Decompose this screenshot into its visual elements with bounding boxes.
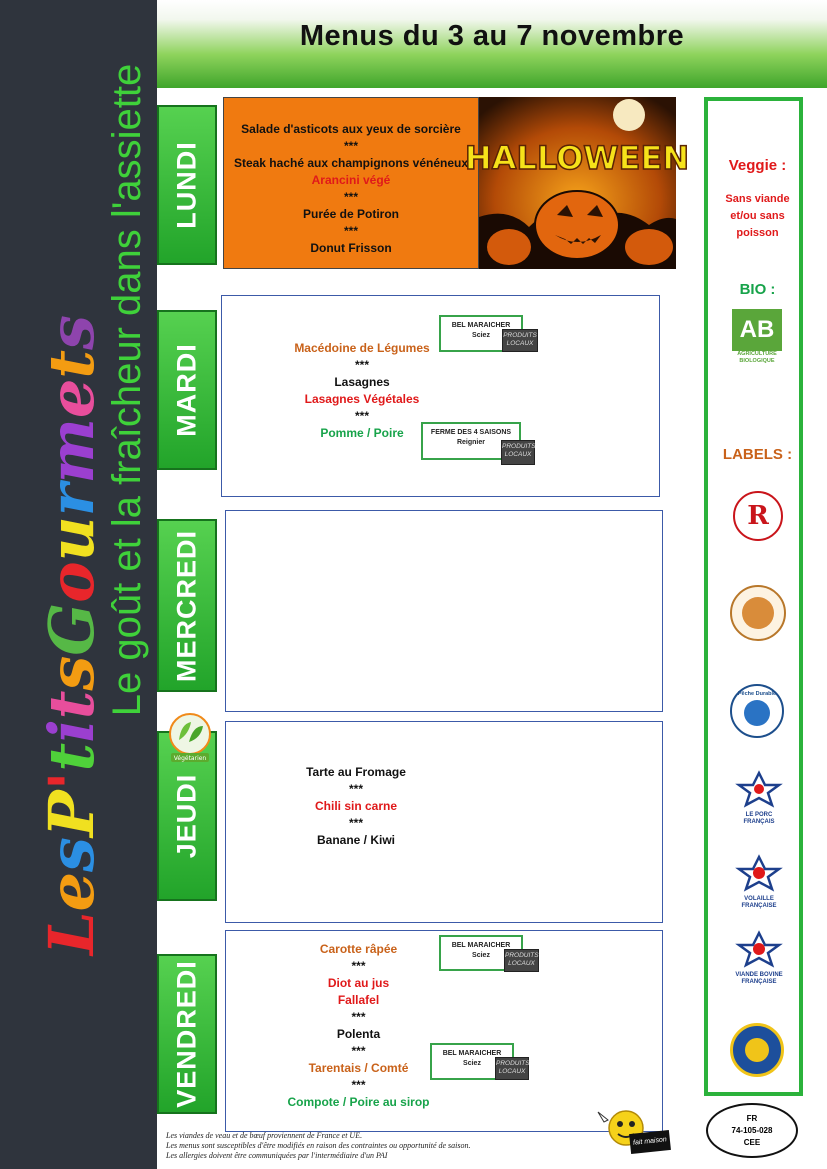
menu-separator: ***: [348, 816, 363, 830]
fait-maison-label: fait maison: [629, 1130, 671, 1154]
porc-francais-logo: LE PORC FRANÇAIS: [732, 771, 786, 825]
tagline: Le goût et la fraîcheur dans l'assiette: [105, 63, 149, 717]
menu-separator: ***: [351, 959, 366, 973]
menu-line: Lasagnes: [334, 375, 390, 389]
local-products-tag: PRODUITS LOCAUX: [501, 440, 535, 465]
menu-line: Carotte râpée: [319, 942, 398, 956]
peche-durable-logo: Pêche Durable: [730, 684, 784, 738]
svg-text:Végétarien: Végétarien: [173, 755, 207, 762]
vegetarian-logo: [167, 712, 213, 764]
menu-line: Steak haché aux champignons vénéneux: [233, 156, 469, 170]
producer-name: BEL MARAICHER: [451, 322, 511, 329]
menu-vendredi: [256, 941, 461, 1111]
menu-box-jeudi: [225, 721, 663, 923]
legend-labels-title: LABELS :: [722, 446, 793, 463]
menu-line: Compote / Poire au sirop: [287, 1095, 430, 1109]
menu-line-veggie: Lasagnes Végétales: [304, 392, 420, 406]
menu-line: Donut Frisson: [310, 241, 392, 255]
producer-name: BEL MARAICHER: [451, 942, 511, 949]
menu-box-mardi: [221, 295, 660, 497]
traditional-label-logo: [730, 585, 786, 641]
menu-line: Purée de Potiron: [302, 207, 400, 221]
menu-line-veggie: Fallafel: [337, 993, 380, 1007]
menu-separator: ***: [351, 1044, 366, 1058]
day-label-mercredi: MERCREDI: [157, 519, 217, 692]
footer-note: Les menus sont susceptibles d'être modifiés en raison des contraintes ou opportunité de saison.: [166, 1141, 471, 1150]
footer-note: Les allergies doivent être communiquées par l'intermédiaire d'un PAI: [166, 1151, 388, 1160]
halloween-title: HALLOWEEN: [464, 139, 690, 177]
viande-bovine-logo: VIANDE BOVINE FRANÇAISE: [732, 931, 786, 989]
legend-bio-title: BIO :: [739, 281, 776, 298]
producer-place: Sciez: [472, 332, 490, 339]
menu-line: Salade d'asticots aux yeux de sorcière: [241, 122, 461, 136]
legend-veggie-desc: Sans viande et/ou sans poisson: [725, 193, 790, 239]
igp-label-logo: [730, 1023, 784, 1077]
label-rouge-logo: R: [733, 491, 783, 541]
local-products-tag: PRODUITS LOCAUX: [502, 329, 538, 352]
menu-line-veggie: Chili sin carne: [314, 799, 398, 813]
menu-line: Tarentais / Comté: [308, 1061, 409, 1075]
menu-jeudi: [256, 764, 456, 849]
menu-separator: ***: [351, 1078, 366, 1092]
legend-panel: [704, 97, 803, 1096]
footer-note: Les viandes de veau et de bœuf proviennent de France et UE.: [166, 1131, 363, 1140]
local-products-tag: PRODUITS LOCAUX: [504, 949, 539, 972]
menu-line-veggie: Arancini végé: [311, 173, 391, 187]
menu-separator: ***: [343, 224, 358, 238]
menu-separator: ***: [348, 782, 363, 796]
menu-line: Banane / Kiwi: [316, 833, 396, 847]
menu-line: Macédoine de Légumes: [294, 341, 430, 355]
producer-place: Reignier: [456, 439, 485, 446]
producer-name: FERME DES 4 SAISONS: [430, 429, 512, 436]
day-label-vendredi: VENDREDI: [157, 954, 217, 1114]
menu-line: Pomme / Poire: [320, 426, 404, 440]
volaille-francaise-logo: VOLAILLE FRANÇAISE: [732, 855, 786, 909]
day-label-mardi: MARDI: [157, 310, 217, 470]
fait-maison-mascot: [592, 1100, 672, 1160]
bio-ab-logo: AB AGRICULTURE BIOLOGIQUE: [732, 309, 782, 371]
menu-line: Tarte au Fromage: [306, 765, 406, 779]
menu-box-lundi: [223, 97, 479, 269]
menu-separator: ***: [354, 358, 369, 372]
day-label-lundi: LUNDI: [157, 105, 217, 265]
menu-box-mercredi: [225, 510, 663, 712]
local-products-tag: PRODUITS LOCAUX: [495, 1057, 529, 1080]
menu-separator: ***: [343, 139, 358, 153]
menu-separator: ***: [343, 190, 358, 204]
menu-lundi: [224, 121, 478, 257]
producer-place: Sciez: [463, 1060, 481, 1067]
footer-notes: [166, 1131, 616, 1161]
producer-place: Sciez: [472, 952, 490, 959]
menu-line: Diot au jus: [327, 976, 390, 990]
halloween-image: [464, 97, 690, 269]
producer-name: BEL MARAICHER: [442, 1050, 502, 1057]
page-title: Menus du 3 au 7 novembre: [299, 20, 685, 52]
sanitary-stamp: FR 74-105-028 CEE: [706, 1103, 798, 1158]
menu-line: Polenta: [336, 1027, 381, 1041]
menu-separator: ***: [354, 409, 369, 423]
menu-separator: ***: [351, 1010, 366, 1024]
day-label-jeudi: JEUDI: [157, 731, 217, 901]
legend-veggie-title: Veggie :: [728, 157, 787, 174]
brand-logo: LesP'titsGourmets: [35, 315, 108, 955]
